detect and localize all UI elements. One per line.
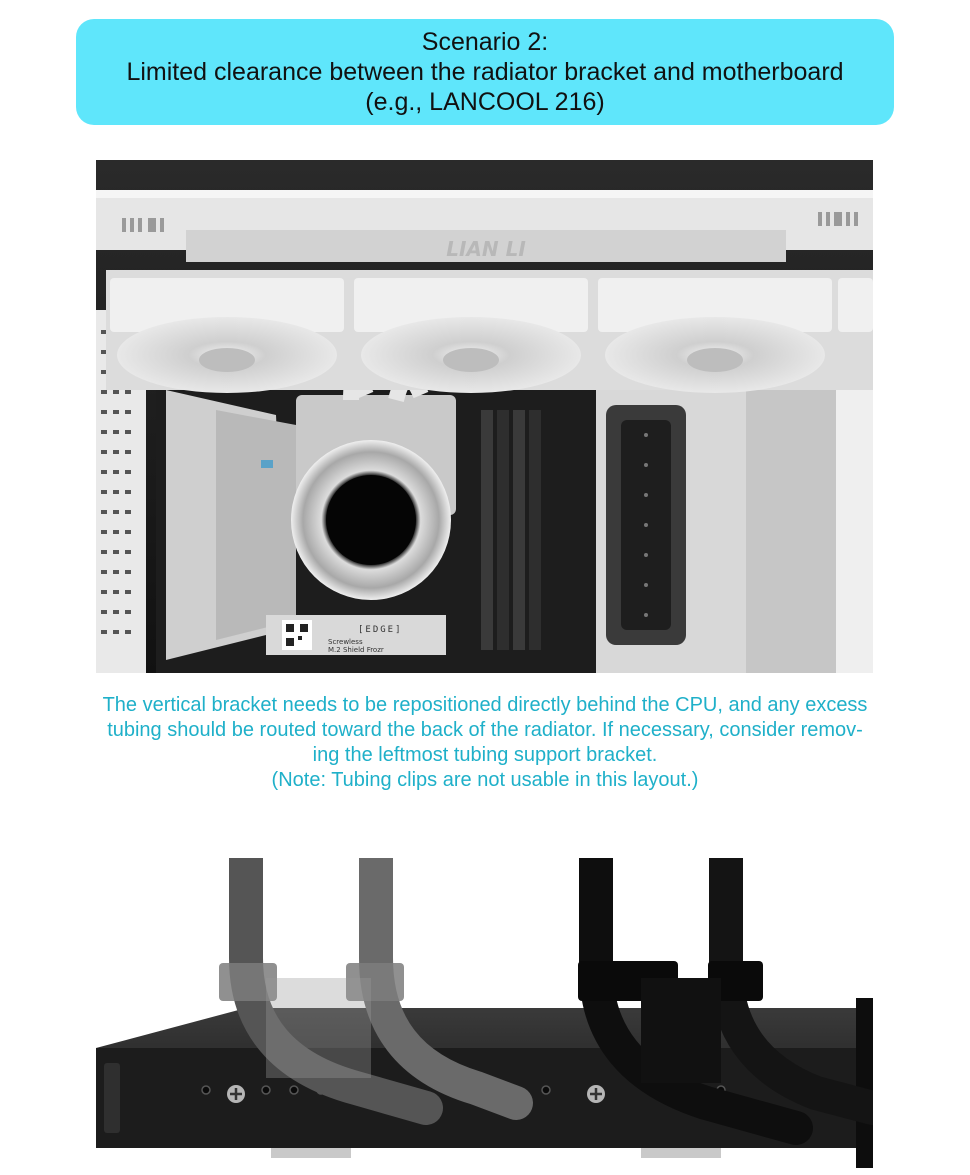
brand-logo: LIAN LI (446, 237, 526, 261)
caption-line-2: tubing should be routed toward the back of the radiator. If necessary, consider remov- (107, 719, 863, 741)
scenario-banner (76, 19, 894, 125)
caption (60, 693, 910, 793)
case-interior-photo (96, 160, 873, 673)
radiator-fans (110, 278, 873, 393)
caption-line-3: ing the leftmost tubing support bracket. (312, 744, 658, 766)
ssd-label-edge: [EDGE] (358, 625, 403, 635)
radiator-tubing-photo (96, 858, 873, 1175)
caption-note: (Note: Tubing clips are not usable in this layout.) (271, 769, 699, 791)
banner-subtitle: Limited clearance between the radiator bracket and motherboard (126, 58, 844, 86)
caption-line-1: The vertical bracket needs to be repositioned directly behind the CPU, and any excess (102, 694, 868, 716)
ssd-label-screwless: Screwless (328, 638, 363, 646)
banner-example: (e.g., LANCOOL 216) (365, 88, 605, 116)
banner-title: Scenario 2: (421, 28, 549, 56)
ssd-label-shield: M.2 Shield Frozr (328, 646, 384, 654)
